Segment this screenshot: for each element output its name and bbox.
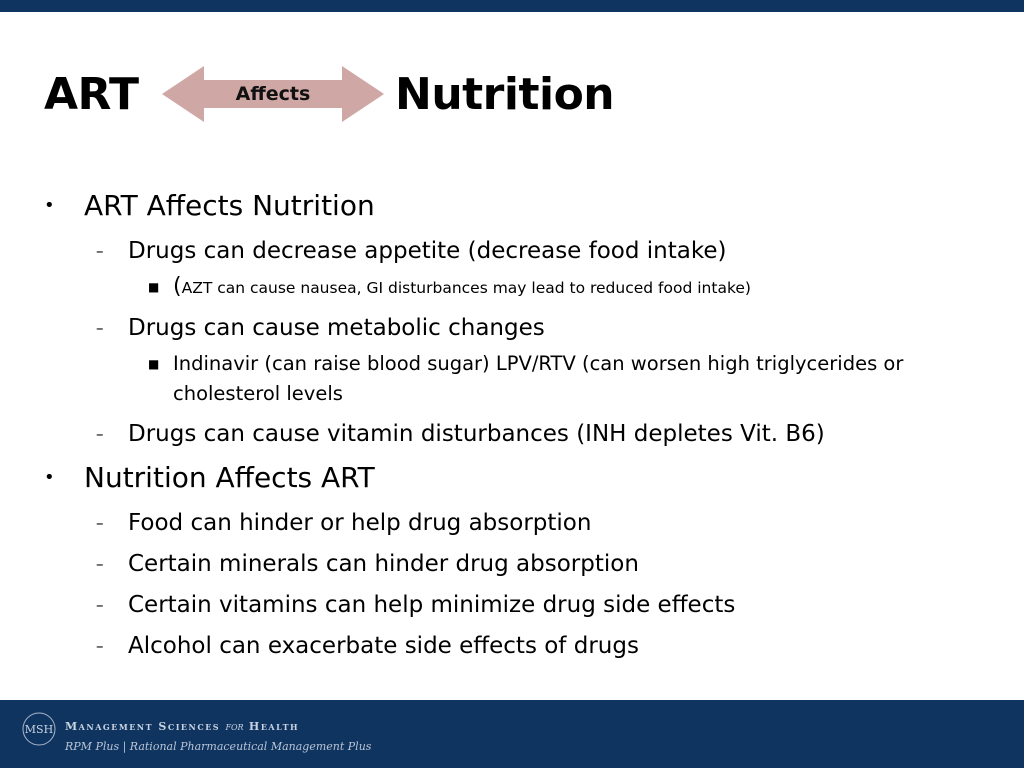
- square-bullet-icon: ■: [148, 357, 160, 371]
- title-art: ART: [44, 69, 139, 120]
- list-item: [44, 589, 984, 621]
- bullet-text: Certain minerals can hinder drug absorption: [128, 551, 639, 577]
- bullet-text: Indinavir (can raise blood sugar) LPV/RTV (can worsen high triglycerides or cholesterol levels: [173, 352, 904, 405]
- msh-logo-text: MSH: [24, 723, 54, 736]
- bullet-text: Certain vitamins can help minimize drug side effects: [128, 592, 736, 618]
- dash-icon: –: [96, 514, 104, 532]
- list-item: [44, 235, 984, 267]
- bullet-text: Drugs can cause metabolic changes: [128, 315, 545, 341]
- title-nutrition: Nutrition: [395, 69, 615, 120]
- org-name-for: for: [225, 720, 244, 733]
- list-item: [44, 312, 984, 344]
- dash-icon: –: [96, 637, 104, 655]
- bullet-text: Nutrition Affects ART: [84, 461, 375, 494]
- list-item: [44, 186, 984, 226]
- dash-icon: –: [96, 319, 104, 337]
- bullet-dot-icon: •: [44, 195, 55, 216]
- dash-icon: –: [96, 425, 104, 443]
- dash-icon: –: [96, 555, 104, 573]
- list-item: [44, 548, 984, 580]
- org-name-part2: Health: [248, 720, 300, 733]
- slide-title: [44, 62, 1004, 128]
- top-banner: [0, 0, 1024, 12]
- msh-logo-icon: [20, 710, 58, 748]
- list-item: [44, 630, 984, 662]
- list-item: [44, 507, 984, 539]
- bullet-paren: (: [173, 274, 182, 299]
- list-item: [44, 418, 984, 450]
- bullet-text: Drugs can decrease appetite (decrease food intake): [128, 238, 727, 264]
- bullet-dot-icon: •: [44, 467, 55, 488]
- dash-icon: –: [96, 242, 104, 260]
- bullet-text: Alcohol can exacerbate side effects of drugs: [128, 633, 639, 659]
- program-name: RPM Plus | Rational Pharmaceutical Management Plus: [65, 740, 372, 753]
- double-arrow-icon: [162, 66, 384, 122]
- arrow-label: Affects: [235, 83, 311, 105]
- list-item: [44, 349, 984, 409]
- bullet-text: AZT can cause nausea, GI disturbances may lead to reduced food intake): [181, 279, 751, 297]
- organization-name: [65, 720, 299, 733]
- list-item: [44, 458, 984, 498]
- list-item: [44, 272, 984, 303]
- dash-icon: –: [96, 596, 104, 614]
- bullet-text: ART Affects Nutrition: [84, 189, 375, 222]
- bullet-text: Drugs can cause vitamin disturbances (INH depletes Vit. B6): [128, 421, 825, 447]
- square-bullet-icon: ■: [148, 280, 160, 294]
- bullet-list: [44, 186, 984, 662]
- org-name-part1: Management Sciences: [65, 720, 221, 733]
- footer-banner: [0, 700, 1024, 768]
- bullet-text: Food can hinder or help drug absorption: [128, 510, 592, 536]
